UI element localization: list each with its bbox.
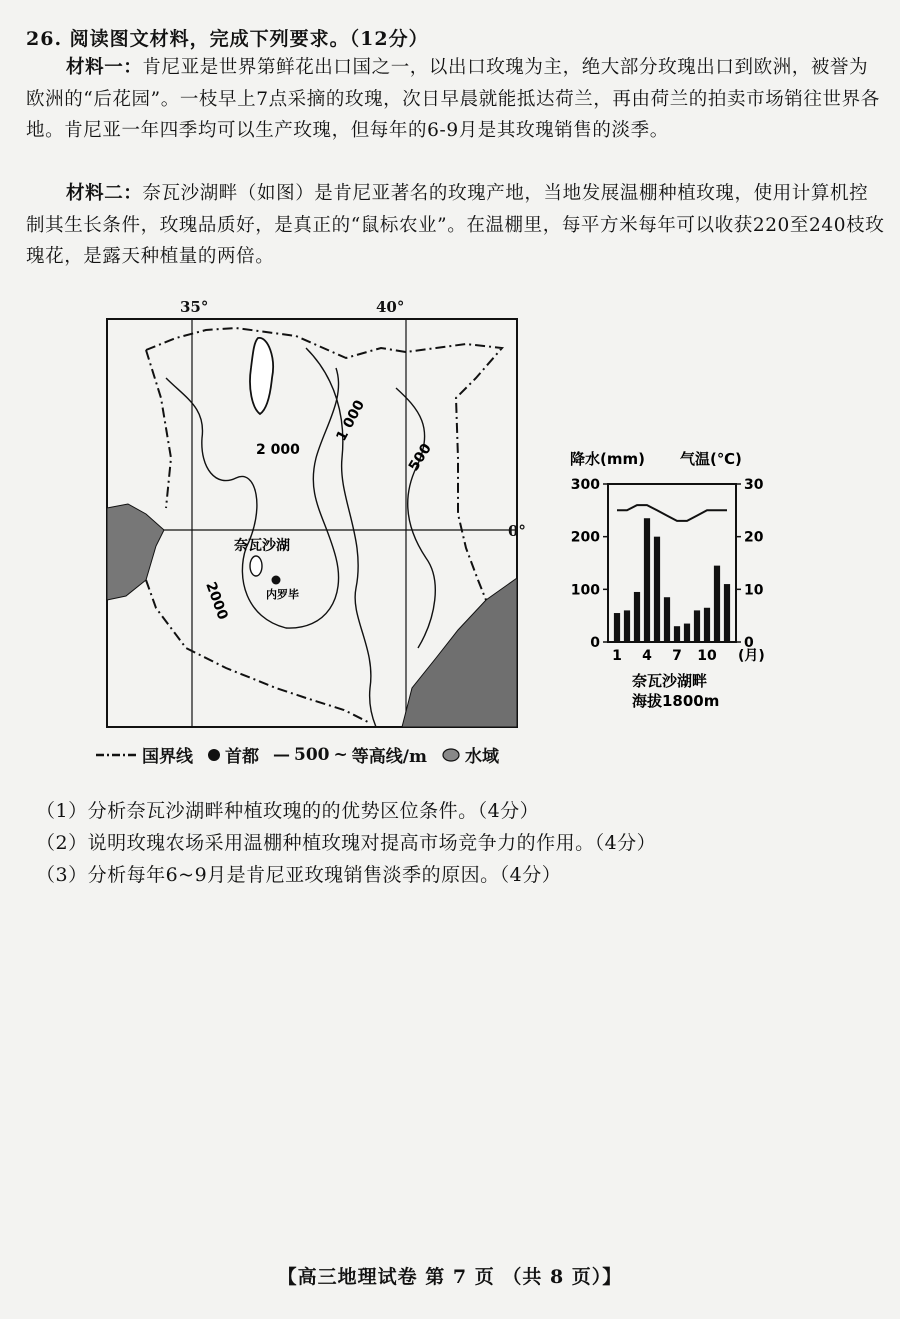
page-footer: 【高三地理试卷 第 7 页 （共 8 页）】 [277,1266,623,1288]
precip-bar [694,610,700,642]
contour-label-500: 500 [405,440,435,475]
legend-contour: — 500 ~ 等高线/m [273,742,427,767]
capital-dot-icon [207,748,221,762]
contour-label-2000-west: 2000 [202,579,231,622]
kenya-map-svg [106,318,518,728]
legend-border [96,742,193,767]
contour-label-2000: 2 000 [256,442,300,458]
lake-turkana [250,338,273,414]
left-axis-label: 降水(mm) [570,450,645,468]
contour-500-line [396,388,435,648]
left-tick-label: 0 [590,635,600,651]
x-unit-label: (月) [738,648,765,664]
precip-bar [714,566,720,642]
sub-question-1: （1）分析奈瓦沙湖畔种植玫瑰的的优势区位条件。（4分） [36,800,540,822]
ocean-water [402,578,517,727]
capital-label: 内罗毕 [266,588,299,601]
right-tick-label: 30 [744,477,764,493]
x-tick-label: 10 [697,648,717,664]
left-tick-label: 200 [570,529,600,546]
question-header: 26. 阅读图文材料，完成下列要求。（12分） [26,28,429,50]
map-lon-35: 35° [180,298,209,316]
chart-caption-2: 海拔1800m [632,692,720,710]
right-tick-label: 20 [744,529,764,546]
right-tick-label: 0 [744,635,754,651]
x-tick-label: 7 [672,648,682,664]
kenya-map [106,318,518,728]
precip-bar [654,537,660,642]
lake-naivasha [250,556,262,576]
precip-bar [704,608,710,642]
x-tick-label: 4 [642,648,652,664]
precip-bar [614,613,620,642]
sub-question-3: （3）分析每年6~9月是肯尼亚玫瑰销售淡季的原因。（4分） [36,864,562,886]
legend-border-label: 国界线 [142,747,193,767]
legend-water [441,742,499,767]
precip-bar [724,584,730,642]
material-one-lead: 材料一： [66,57,143,78]
right-axis-label: 气温(℃) [680,450,742,468]
legend-water-label: 水域 [464,747,499,767]
precip-bar [684,624,690,642]
precip-bar [624,610,630,642]
material-one [26,52,886,147]
legend-contour-sample: 500 [294,744,330,765]
precip-bar [664,597,670,642]
precip-bar [644,518,650,642]
water-icon [441,747,461,763]
material-two-lead: 材料二： [66,183,143,204]
material-two [26,178,886,273]
map-lat-0: 0° [508,522,526,540]
right-tick-label: 10 [744,582,764,599]
lake-naivasha-label: 奈瓦沙湖 [234,538,290,554]
left-tick-label: 100 [570,582,600,599]
temperature-line [617,505,727,521]
capital-nairobi-dot [272,576,281,585]
legend-capital [207,742,259,767]
contour-label-1000: 1 000 [333,397,369,444]
map-lon-40: 40° [376,298,405,316]
precip-bar [634,592,640,642]
chart-caption-1: 奈瓦沙湖畔 [632,672,708,690]
material-one-text: 肯尼亚是世界第鲜花出口国之一，以出口玫瑰为主，绝大部分玫瑰出口到欧洲，被誉为欧洲的“后花园”。一枝早上7点采摘的玫瑰，次日早晨就能抵达荷兰，再由荷兰的拍卖市场销往世界各地。肯尼亚一年四季均可以生产玫瑰，但每年的6-9月是其玫瑰销售的淡季。 [26,57,880,141]
border-line-icon [96,750,138,760]
climate-chart-svg [560,440,780,720]
map-legend [96,742,507,767]
material-two-text: 奈瓦沙湖畔（如图）是肯尼亚著名的玫瑰产地，当地发展温棚种植玫瑰，使用计算机控制其生长条件，玫瑰品质好，是真正的“鼠标农业”。在温棚里，每平方米每年可以收获220至240枝玫瑰花，是露天种植量的两倍。 [26,183,885,267]
precip-bar [674,626,680,642]
legend-contour-label: 等高线/m [351,747,427,767]
x-tick-label: 1 [612,648,622,664]
left-tick-label: 300 [570,477,600,493]
lake-victoria-water [107,504,164,600]
legend-capital-label: 首都 [225,747,259,767]
sub-question-2: （2）说明玫瑰农场采用温棚种植玫瑰对提高市场竞争力的作用。（4分） [36,832,657,854]
climate-chart [560,440,780,720]
